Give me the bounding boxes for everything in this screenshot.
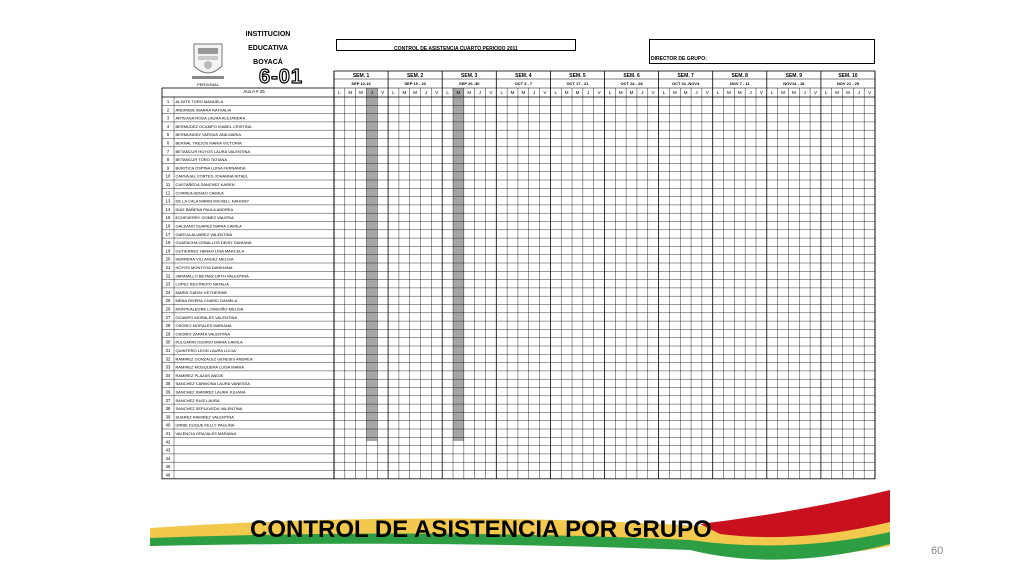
row-number: 23 (165, 281, 171, 287)
row-number: 13 (165, 198, 171, 204)
week-dates: NOV 21 - 25 (836, 81, 860, 86)
student-name: QUINTERO LEON LAURA LUCIA (175, 348, 236, 353)
student-name: HOYOS MONTOYA DAHIHANA (175, 265, 233, 270)
day-letter: M (727, 90, 731, 95)
row-number: 38 (165, 406, 171, 412)
row-number: 21 (165, 265, 171, 270)
student-name: OSORIO MORALES MARIANA (175, 323, 232, 329)
week-label: SEM. 10 (838, 73, 858, 79)
student-name: BETANCUR TORO TATIANA (175, 157, 228, 163)
student-name: CARVAJAL CORTES JOHANNA NITAEL (175, 173, 249, 179)
day-letter: J (424, 90, 428, 95)
student-name: GUTIERREZ HENAO LINA MARCELA (175, 248, 245, 254)
shaded-column (366, 88, 377, 441)
row-number: 18 (165, 240, 171, 246)
week-dates: OCT 3 - 7 (514, 81, 533, 86)
row-number: 27 (165, 314, 171, 320)
day-letter: M (835, 90, 840, 95)
student-name: RAMIREZ PLAZAS ANGIE (175, 372, 224, 378)
week-dates: OCT 24 - 28 (620, 81, 643, 86)
row-number: 44 (165, 455, 171, 461)
row-number: 40 (165, 422, 171, 428)
day-letter: M (348, 90, 353, 95)
row-number: 45 (165, 464, 171, 470)
row-number: 39 (165, 414, 171, 420)
day-letter: V (759, 90, 763, 95)
row-number: 9 (166, 165, 170, 171)
student-name: RAMIREZ GONZALEZ GENESIS ANDREA (175, 356, 253, 362)
day-letter: M (564, 90, 569, 95)
main-title: CONTROL DE ASISTENCIA POR GRUPO (250, 516, 712, 543)
shaded-column (453, 88, 464, 441)
row-number: 22 (165, 273, 171, 279)
day-letter: J (857, 90, 860, 95)
day-letter: J (803, 90, 806, 95)
day-letter: L (446, 90, 449, 95)
row-number: 3 (166, 115, 170, 121)
student-name: DIAZ BAÑENA PAULA ANDREA (175, 206, 234, 212)
day-letter: J (587, 90, 590, 95)
student-name: ARTEAGA ROSA LAURA ALEJANDRA (175, 115, 246, 121)
row-number: 24 (165, 289, 171, 295)
row-number: 11 (165, 182, 171, 187)
student-name: GARCIA ALVAREZ VALENTINA (175, 231, 233, 237)
student-name: SANCHEZ RAMIREZ LAURA JULIANA (175, 389, 246, 395)
week-dates: NOV 7 - 11 (729, 81, 750, 86)
student-name: ECHEVERRY GOMEZ VALERIA (175, 215, 234, 221)
week-label: SEM. 9 (785, 73, 803, 79)
day-letter: M (510, 90, 515, 95)
row-number: 46 (165, 472, 171, 478)
student-name: SANCHEZ RUIZ LAURA (175, 397, 220, 403)
day-letter: L (608, 90, 612, 95)
row-number: 20 (165, 256, 171, 262)
row-number: 33 (165, 364, 171, 370)
row-number: 17 (165, 231, 171, 237)
day-letter: V (381, 90, 385, 95)
week-label: SEM. 6 (623, 73, 640, 79)
day-letter: L (770, 90, 774, 95)
day-letter: M (402, 90, 407, 95)
row-number: 37 (165, 397, 171, 403)
day-letter: M (672, 90, 677, 95)
day-letter: J (533, 90, 536, 95)
row-number: 28 (165, 323, 171, 329)
day-letter: L (338, 90, 341, 95)
student-name: CORREA HENAO CAMILA (175, 190, 224, 196)
row-number: 4 (166, 123, 170, 129)
row-number: 8 (166, 157, 170, 163)
day-letter: J (641, 90, 644, 95)
student-name: MENA RIVERA CHARIC DANIELA (175, 298, 238, 304)
student-name: BERMUDEZ OCAMPO ISABEL CRISTINA (175, 123, 252, 129)
student-name: BERMUNDEZ VARGAS ANA MARIA (175, 132, 241, 138)
day-letter: L (554, 90, 558, 95)
row-number: 7 (166, 148, 170, 154)
week-label: SEM. 3 (461, 73, 478, 79)
day-letter: L (500, 90, 503, 95)
day-letter: V (597, 90, 601, 95)
page-number: 60 (931, 545, 944, 557)
day-letter: M (629, 90, 634, 95)
week-dates: OCT 31 -NOV4 (671, 81, 700, 86)
day-letter: V (813, 90, 817, 95)
day-letter: J (370, 90, 373, 95)
row-number: 43 (165, 447, 171, 453)
row-number: 6 (166, 140, 170, 146)
institution-line-2: EDUCATIVA (248, 45, 288, 52)
aula-label: AULA # 25 (243, 89, 265, 94)
row-number: 2 (166, 107, 170, 113)
student-name: MONTEALEGRE LONDOÑO MELISA (175, 306, 244, 312)
week-label: SEM. 4 (515, 73, 532, 79)
student-name: SANCHEZ CARMONA LAURA VANESSA (175, 381, 250, 387)
row-number: 10 (165, 173, 171, 179)
week-dates: NOV14 - 18 (783, 81, 805, 86)
row-number: 32 (165, 356, 171, 362)
student-name: OSORIO ZAPATA VALENTINA (175, 331, 231, 337)
day-letter: M (413, 90, 418, 95)
crest-caption: PERSONAL (197, 82, 219, 87)
day-letter: M (683, 90, 688, 95)
student-name: RAMIREZ MOSQUERA LUISA MARIA (175, 364, 244, 370)
week-dates: OCT 17 - 21 (566, 81, 589, 86)
day-letter: M (846, 90, 850, 95)
day-letter: J (749, 90, 752, 95)
week-label: SEM. 1 (352, 73, 370, 79)
student-name: SANCHEZ SEPULVEDA VALENTINA (175, 406, 243, 412)
student-name: BERNAL TREJOS MARIA VICTORIA (175, 140, 242, 146)
row-number: 26 (165, 306, 171, 312)
day-letter: J (695, 90, 698, 95)
day-letter: V (868, 90, 872, 95)
row-number: 15 (165, 215, 171, 221)
day-letter: M (521, 90, 526, 95)
row-number: 19 (165, 248, 171, 254)
student-name: URIBE DUQUE KELLY PAULINA (175, 422, 235, 428)
student-name: SUAREZ RAMIREZ VALENTINA (175, 414, 234, 420)
week-label: SEM. 8 (731, 73, 748, 79)
row-number: 12 (165, 190, 171, 196)
institution-line-3: BOYACÁ (253, 59, 283, 66)
day-letter: M (737, 90, 742, 95)
row-number: 1 (166, 99, 170, 104)
day-letter: M (575, 90, 580, 95)
day-letter: M (791, 90, 796, 95)
row-number: 30 (165, 339, 171, 345)
student-name: ALZATE TORO MANUELA (175, 99, 224, 104)
student-name: GALEANO SUAREZ MARIA CAMILA (175, 223, 242, 229)
row-number: 14 (165, 206, 171, 212)
day-letter: M (359, 90, 363, 95)
student-name: DE LA CALA MARIN MICHELL NAHOMY (175, 198, 250, 204)
day-letter: M (618, 90, 623, 95)
day-letter: M (456, 90, 461, 95)
student-name: GUAPACHA CEBALLOS DEISY DAHIANA (175, 240, 252, 246)
day-letter: L (662, 90, 666, 95)
student-name: BURITICA OSPINA LUISA FERNANDA (175, 165, 246, 171)
day-letter: L (392, 90, 395, 95)
student-name: MARIN GARAY KETHERINE (175, 289, 228, 295)
student-name: OCAMPO MORALES VALENTINA (175, 314, 237, 320)
row-number: 42 (165, 439, 171, 445)
day-letter: V (705, 90, 709, 95)
row-number: 35 (165, 381, 171, 387)
day-letter: V (651, 90, 655, 95)
student-name: JARAMILLO BETANCURTH VALENTINA (175, 273, 249, 279)
week-label: SEM. 2 (406, 73, 424, 79)
row-number: 29 (165, 331, 171, 337)
day-letter: M (467, 90, 472, 95)
day-letter: L (716, 90, 720, 95)
week-dates: SEP 19 - 23 (404, 81, 426, 86)
day-letter: V (435, 90, 439, 95)
row-number: 31 (165, 348, 171, 353)
week-label: SEM. 7 (677, 73, 694, 79)
institution-line-1: INSTITUCION (245, 31, 291, 38)
row-number: 36 (165, 389, 171, 395)
day-letter: M (781, 90, 785, 95)
row-number: 25 (165, 298, 171, 304)
director-label: DIRECTOR DE GRUPO: (651, 56, 707, 62)
student-name: ANDRADE IBARRA NATHALIA (175, 107, 232, 113)
week-label: SEM. 5 (569, 73, 586, 79)
row-number: 34 (165, 372, 171, 378)
week-dates: SEP 12-16 (351, 81, 371, 86)
control-title: CONTROL DE ASISTENCIA CUARTO PERIODO 2011 (394, 46, 518, 52)
week-dates: SEP 26 -30 (459, 81, 480, 86)
student-name: VALENCIA GRAJALES MARIANA (175, 431, 237, 436)
student-name: CASTAÑEDA SANCHEZ KAREN (175, 182, 235, 187)
student-name: BETANCUR HOYOS LAURA VALENTINA (175, 148, 251, 154)
day-letter: J (478, 90, 482, 95)
day-letter: V (489, 90, 493, 95)
row-number: 16 (165, 223, 171, 229)
grade-label: 6-01 (258, 66, 304, 88)
row-number: 5 (166, 132, 170, 138)
row-number: 41 (165, 431, 171, 436)
day-letter: V (543, 90, 547, 95)
student-name: HERRERA VILLANUEZ MELISA (175, 256, 234, 262)
day-letter: L (825, 90, 828, 95)
student-name: LOPEZ RESTREPO NATALIA (175, 281, 229, 287)
student-name: PULGARIN OSORIO MARIA CAMILA (175, 339, 243, 345)
